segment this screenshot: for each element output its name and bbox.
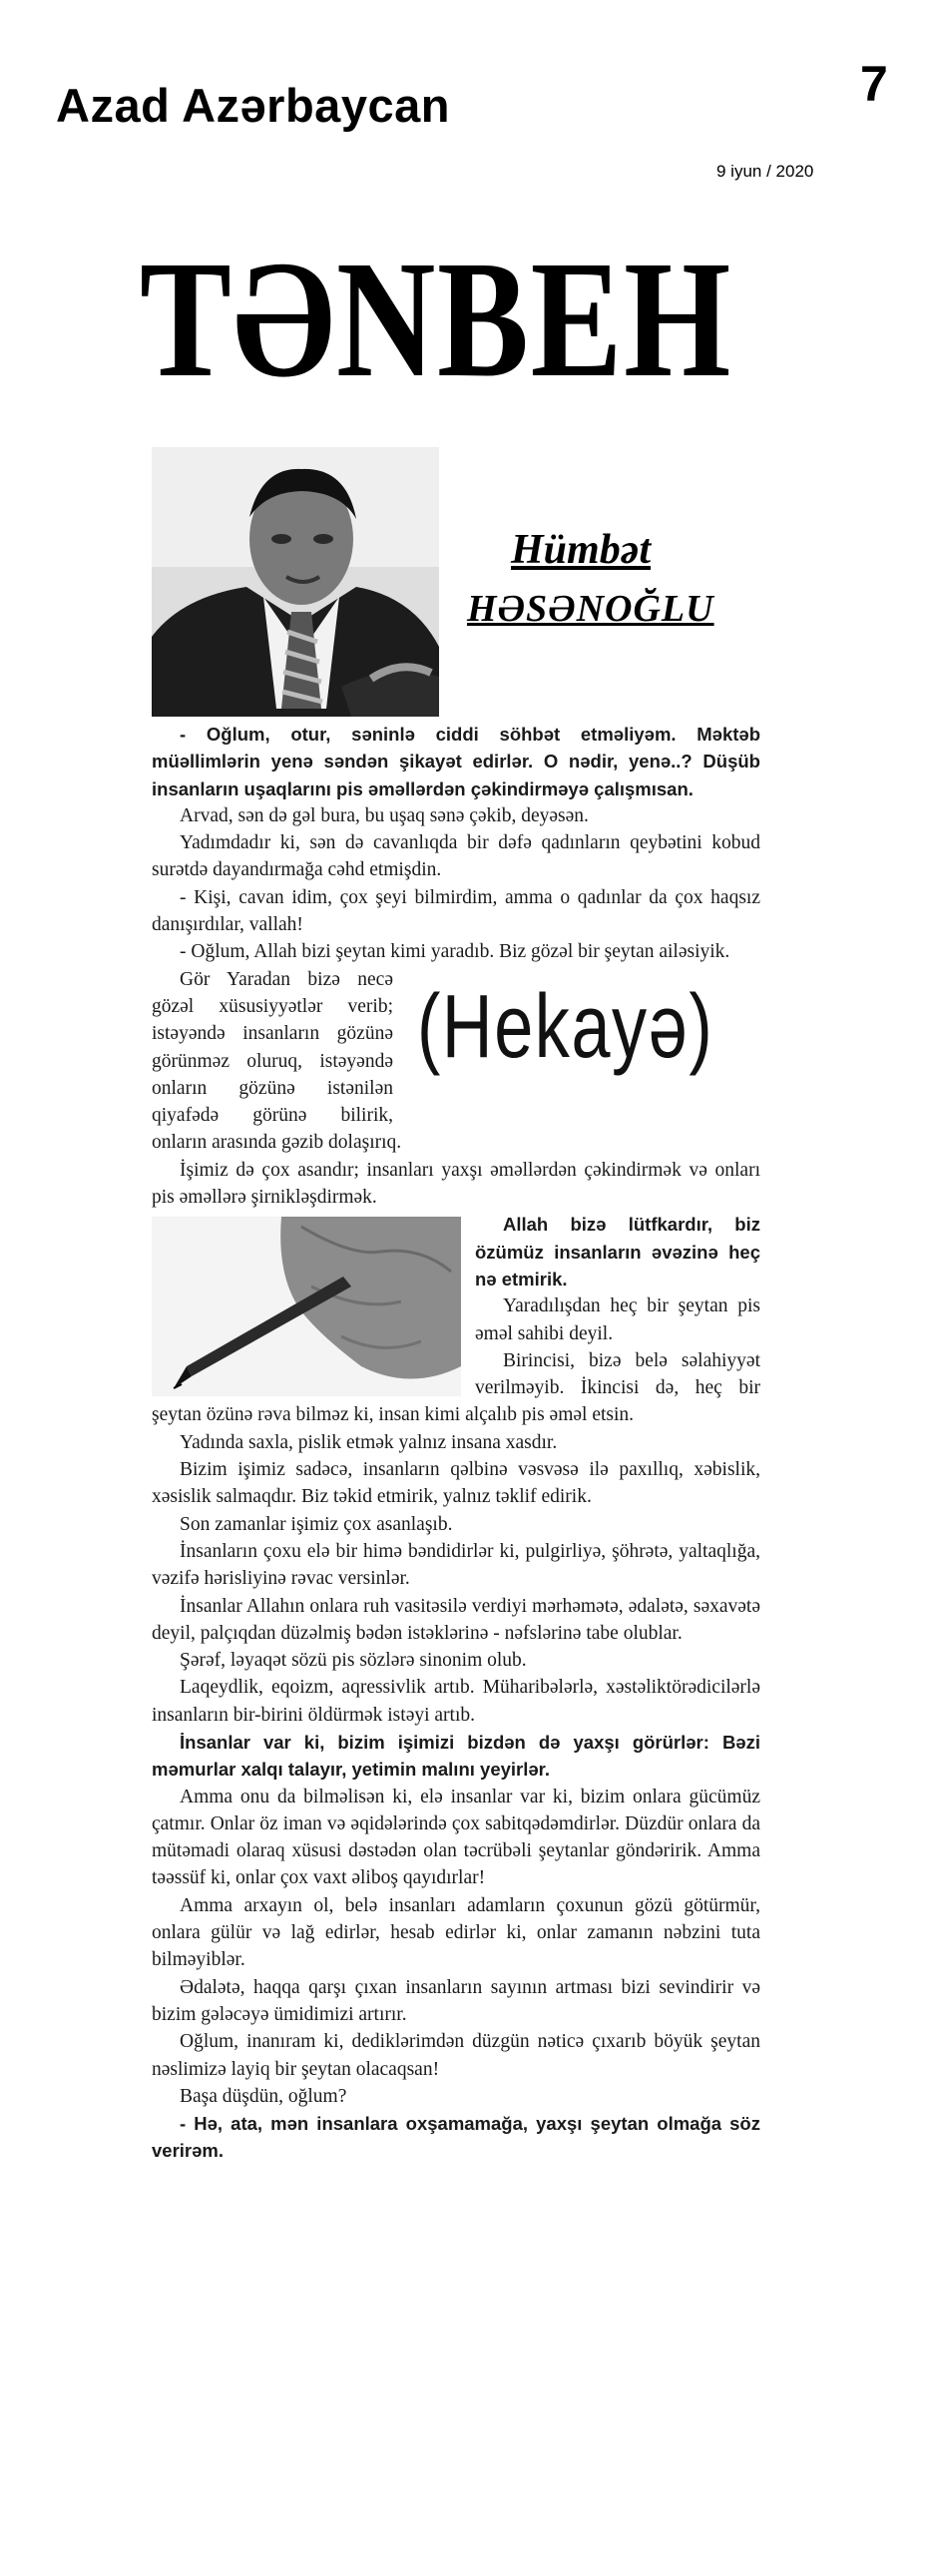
story-paragraph: Bizim işimiz sadəcə, insanların qəlbinə vəsvəsə ilə paxıllıq, xəbislik, xəsislik salmaqdır. Biz təkid etmirik, yalnız təklif edirik. bbox=[152, 1459, 760, 1508]
story-paragraph: Laqeydlik, eqoizm, aqressivlik artıb. Müharibələrlə, xəstəliktörədicilərlə insanların bir-birini öldürmək istəyi artıb. bbox=[152, 1677, 760, 1726]
story-body bbox=[152, 721, 760, 2165]
pen-illustration bbox=[152, 1217, 461, 1396]
story-paragraph: Amma arxayın ol, belə insanları adamların çoxunun gözü götürmür, onlara gülür və lağ edirlər, hesab edirlər ki, onlar zamanın nəbzini tuta bilməyiblər. bbox=[152, 1894, 760, 1971]
story-paragraph: - Oğlum, Allah bizi şeytan kimi yaradıb. Biz gözəl bir şeytan ailəsiyik. bbox=[180, 941, 730, 963]
headline: TƏNBEH bbox=[140, 227, 732, 412]
story-paragraph: İnsanların çoxu elə bir himə bəndidirlər ki, pulgirliyə, şöhrətə, yaltaqlığa, vəzifə hərisliyinə rəvac versinlər. bbox=[152, 1540, 760, 1590]
story-paragraph: İnsanlar Allahın onlara ruh vasitəsilə verdiyi mərhəmətə, ədalətə, səxavətə deyil, palçıqdan düzəlmiş bədən istəklərinə - nəfslərinə tabe olublar. bbox=[152, 1595, 760, 1644]
story-paragraph: İşimiz də çox asandır; insanları yaxşı əməllərdən çəkindirmək və onları pis əməllərə şirnikləşdirmək. bbox=[152, 1159, 760, 1209]
genre-label-box bbox=[403, 972, 760, 1112]
story-paragraph: Ədalətə, haqqa qarşı çıxan insanların sayının artması bizi sevindirir və bizim gələcəyə ümidimizi artırır. bbox=[152, 1976, 760, 2025]
story-paragraph: Gör Yaradan bizə necə gözəl xüsusiyyətlər verib; istəyəndə insanların gözünə görünməz oluruq, istəyəndə onların gözünə istənilən qiyafədə görünə bilirik, onların arasında gəzib dolaşırıq. bbox=[152, 968, 402, 1154]
story-paragraph: Yadında saxla, pislik etmək yalnız insana xasdır. bbox=[180, 1431, 558, 1453]
author-first-name: Hümbət bbox=[511, 527, 652, 573]
page-number: 7 bbox=[860, 56, 888, 112]
masthead: Azad Azərbaycan bbox=[56, 79, 450, 132]
story-paragraph: Amma onu da bilməlisən ki, elə insanlar var ki, bizim onlara gücümüz çatmır. Onlar öz iman və əqidələrində çox sabitqədəmdirlər. Düzdür onlara da mütəmadi olaraq xüsusi dəstədən olan təcrübəli şeytanlar göndəririk. Amma təəssüf ki, onlar çox vaxt əliboş qayıdırlar! bbox=[152, 1786, 760, 1889]
story-paragraph: - Hə, ata, mən insanlara oxşamamağa, yaxşı şeytan olmağa söz verirəm. bbox=[152, 2113, 760, 2162]
story-paragraph: - Oğlum, otur, səninlə ciddi söhbət etməliyəm. Məktəb müəllimlərin yenə səndən şikayət edirlər. O nədir, yenə..? Düşüb insanların uşaqlarını pis əməllərdən çəkindirməyə çalışmısan. bbox=[152, 724, 760, 799]
story-paragraph: Şərəf, ləyaqət sözü pis sözlərə sinonim olub. bbox=[180, 1650, 527, 1672]
story-paragraph: Yaradılışdan heç bir şeytan pis əməl sahibi deyil. bbox=[475, 1295, 760, 1344]
story-paragraph: Son zamanlar işimiz çox asanlaşıb. bbox=[180, 1513, 453, 1535]
story-paragraph: İnsanlar var ki, bizim işimizi bizdən də yaxşı görürlər: Bəzi məmurlar xalqı talayır, yetimin malını yeyirlər. bbox=[152, 1731, 760, 1781]
author-photo bbox=[152, 447, 439, 717]
genre-label: (Hekayə) bbox=[417, 976, 714, 1077]
story-paragraph: Allah bizə lütfkardır, biz özümüz insanların əvəzinə heç nə etmirik. bbox=[475, 1214, 760, 1289]
author-last-name: HƏSƏNOĞLU bbox=[467, 588, 714, 630]
issue-date: 9 iyun / 2020 bbox=[716, 162, 814, 181]
story-paragraph: Başa düşdün, oğlum? bbox=[180, 2085, 347, 2107]
story-paragraph: Arvad, sən də gəl bura, bu uşaq sənə çəkib, deyəsən. bbox=[180, 804, 589, 826]
story-paragraph: Oğlum, inanıram ki, dediklərimdən düzgün nəticə çıxarıb böyük şeytan nəslimizə layiq bir şeytan olacaqsan! bbox=[152, 2031, 760, 2080]
pen-hand-icon bbox=[152, 1217, 461, 1396]
story-paragraph: - Kişi, cavan idim, çox şeyi bilmirdim, amma o qadınlar da çox haqsız danışırdılar, vallah! bbox=[152, 886, 760, 936]
story-paragraph: Yadımdadır ki, sən də cavanlıqda bir dəfə qadınların qeybətini kobud surətdə dayandırmağa cəhd etmişdin. bbox=[152, 832, 760, 881]
story-paragraph: Birincisi, bizə belə səlahiyyət verilməyib. İkincisi də, heç bir şeytan özünə rəva bilməz ki, insan kimi alçalıb pis əməl etsin. bbox=[152, 1349, 760, 1426]
portrait-photo-icon bbox=[152, 447, 439, 717]
